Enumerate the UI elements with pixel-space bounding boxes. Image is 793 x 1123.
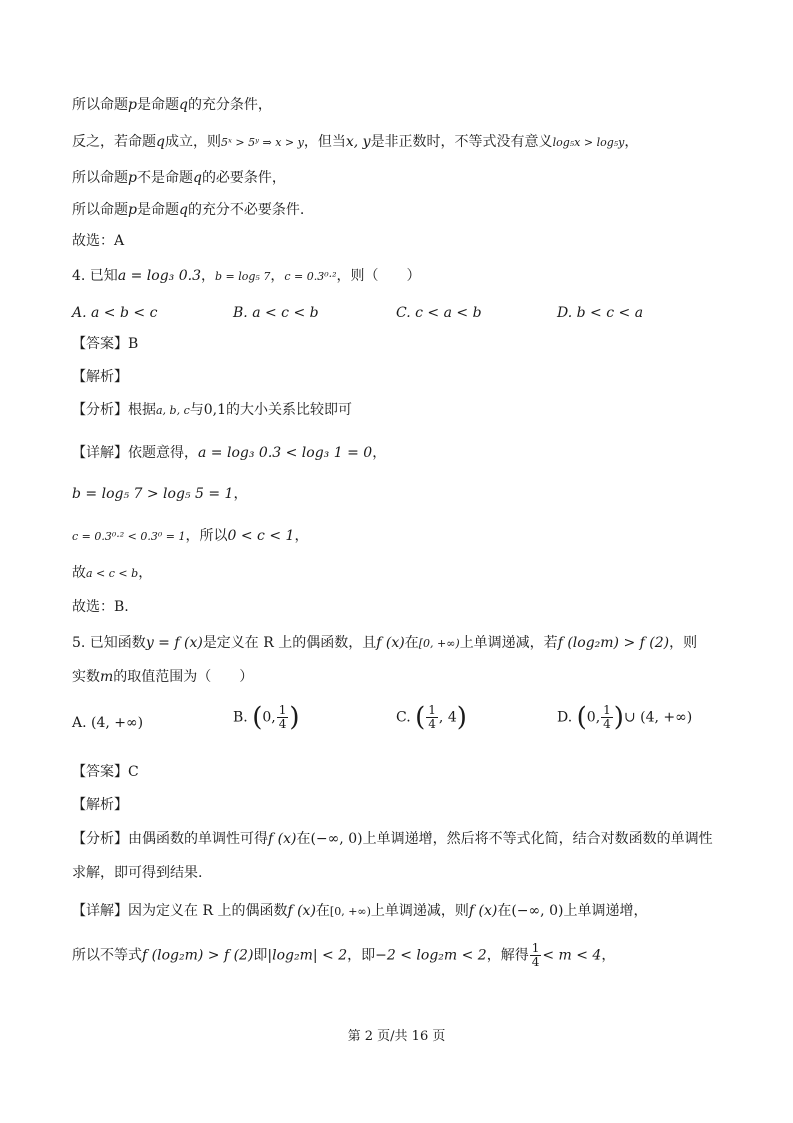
- page-footer: 第 2 页/共 16 页: [347, 1029, 446, 1044]
- math: < m < 4: [542, 947, 602, 964]
- text: 所以命题: [72, 170, 128, 186]
- text: 所以命题: [72, 202, 128, 218]
- math: f (x): [376, 635, 405, 651]
- text: 是非正数时，不等式没有意义: [370, 134, 553, 150]
- text: ，: [233, 486, 248, 502]
- math: f (log₂m) > f (2): [142, 947, 254, 964]
- text: ，即: [347, 947, 376, 964]
- text: 5. 已知函数: [72, 635, 146, 651]
- math: q: [178, 97, 188, 113]
- q5-option-b: B. (0, $\frac{1}{4}$ ): [233, 702, 300, 733]
- text: 4. 已知: [72, 268, 118, 284]
- math: y = f (x): [145, 635, 203, 651]
- text: 【详解】因为定义在 R 上的偶函数: [72, 903, 288, 919]
- option-label: D.: [557, 709, 573, 726]
- math: [0, +∞): [329, 905, 371, 918]
- text: 成立，则: [164, 134, 221, 150]
- question-4: [72, 265, 421, 288]
- text: ，则（ ）: [336, 268, 421, 284]
- math: c = 0.3⁰·² < 0.3⁰ = 1: [72, 530, 186, 543]
- text: 【分析】由偶函数的单调性可得: [72, 831, 268, 847]
- q4-option-a: A. a < b < c: [72, 305, 158, 321]
- text: 的取值范围为（ ）: [113, 669, 254, 685]
- text-line: [72, 199, 304, 221]
- text: 是命题: [136, 202, 179, 218]
- text-line: [72, 167, 286, 189]
- math: [0, +∞): [418, 637, 460, 650]
- q5-analysis-line-1: [72, 828, 713, 850]
- math: 0 < c < 1: [227, 528, 295, 544]
- q4-option-d: D. b < c < a: [557, 305, 644, 321]
- option-label: A.: [72, 715, 87, 731]
- math: p: [128, 170, 137, 186]
- math: f (x): [287, 903, 316, 919]
- math: 5ˣ > 5ʸ ⇒ x > y: [220, 136, 304, 149]
- option-label: C.: [396, 709, 411, 726]
- fraction: $\frac{1}{4}$: [531, 941, 540, 969]
- q5-option-d: D. (0, $\frac{1}{4}$ )∪ (4, +∞): [557, 702, 693, 733]
- math: 0,: [262, 709, 276, 726]
- text: 的充分不必要条件.: [187, 202, 305, 218]
- math: (4, +∞): [91, 715, 144, 731]
- text: ，则: [669, 635, 698, 651]
- math: b = log₅ 7 > log₅ 5 = 1: [72, 486, 234, 502]
- text-line: [72, 131, 638, 154]
- text: 即: [253, 947, 268, 964]
- math: 0,1: [203, 402, 227, 418]
- text: 的充分条件，: [187, 97, 272, 113]
- math: q: [156, 134, 165, 150]
- text: 在: [315, 903, 330, 919]
- math: (−∞, 0): [511, 903, 564, 919]
- q4-analysis-heading: 【解析】: [72, 369, 128, 385]
- math: a < c < b: [86, 567, 139, 580]
- text: ，但当: [303, 134, 346, 150]
- text: 与: [189, 402, 204, 418]
- question-5-line-1: [72, 632, 697, 655]
- math: p: [128, 202, 137, 218]
- q5-detail-line-2: [72, 942, 615, 969]
- text: 上单调递增，: [563, 903, 648, 919]
- text: ，: [372, 445, 387, 461]
- text: 的必要条件，: [201, 170, 286, 186]
- text: 所以命题: [72, 97, 128, 113]
- math: c = 0.3⁰·²: [284, 270, 337, 283]
- math: a = log₃ 0.3: [117, 268, 201, 284]
- answer-choice-line: 故选：A: [72, 233, 125, 249]
- q4-selection: 故选：B.: [72, 599, 129, 615]
- text: 故: [72, 565, 86, 581]
- text: 在: [497, 903, 512, 919]
- math: 0,: [586, 709, 601, 726]
- text: 所以不等式: [72, 947, 142, 964]
- math: m: [100, 669, 114, 685]
- math: f (x): [268, 831, 297, 847]
- text: ，解得: [486, 947, 529, 964]
- q4-option-b: B. a < c < b: [233, 305, 319, 321]
- text: 是命题: [136, 97, 179, 113]
- math: |log₂m| < 2: [267, 947, 348, 964]
- text-line: [72, 94, 272, 116]
- math: q: [192, 170, 202, 186]
- text: ，: [270, 268, 285, 284]
- q5-option-a: [72, 712, 143, 734]
- math: , 4: [438, 709, 457, 726]
- math: f (x): [468, 903, 498, 919]
- text: 实数: [72, 669, 100, 685]
- q4-detail-line-2: [72, 483, 247, 505]
- text: ，: [138, 565, 153, 581]
- math: a = log₃ 0.3 < log₃ 1 = 0: [198, 445, 373, 461]
- math: b = log₅ 7: [215, 270, 271, 283]
- q5-analysis-heading: 【解析】: [72, 797, 128, 813]
- q4-option-c: C. c < a < b: [396, 305, 482, 321]
- text: 上单调递增，然后将不等式化简，结合对数函数的单调性: [362, 831, 713, 847]
- q4-detail-line-4: [72, 562, 152, 585]
- text: 在: [404, 635, 419, 651]
- text: 反之，若命题: [72, 134, 156, 150]
- text: ，所以: [185, 528, 228, 544]
- math: a, b, c: [156, 404, 190, 417]
- q4-detail-line-3: [72, 525, 308, 548]
- math: (−∞, 0): [310, 831, 363, 847]
- text: 上单调递减，则: [370, 903, 469, 919]
- fraction: $\frac{1}{4}$: [278, 703, 287, 731]
- q5-detail-line-1: [72, 900, 647, 923]
- question-5-line-2: [72, 666, 253, 688]
- text: 是定义在 R 上的偶函数，且: [202, 635, 377, 651]
- q5-analysis-line-2: 求解，即可得到结果.: [72, 865, 203, 881]
- text: 【分析】根据: [72, 402, 156, 418]
- text: 【详解】依题意得，: [72, 445, 198, 461]
- text: 不是命题: [136, 170, 193, 186]
- q4-answer: 【答案】B: [72, 336, 139, 352]
- math: x, y: [345, 134, 371, 150]
- q4-detail-line-1: [72, 442, 386, 464]
- q5-option-c: C. ( $\frac{1}{4}$ , 4): [396, 702, 467, 733]
- math: p: [128, 97, 137, 113]
- math: ∪ (4, +∞): [623, 709, 693, 726]
- fraction: $\frac{1}{4}$: [428, 703, 436, 731]
- text: ，: [294, 528, 309, 544]
- math: q: [178, 202, 188, 218]
- q5-answer: 【答案】C: [72, 764, 139, 780]
- text: ，: [201, 268, 215, 284]
- text: 上单调递减，若: [459, 635, 558, 651]
- text: 在: [296, 831, 311, 847]
- fraction: $\frac{1}{4}$: [603, 703, 611, 731]
- q4-analysis: [72, 399, 352, 422]
- math: −2 < log₂m < 2: [375, 947, 487, 964]
- text: 的大小关系比较即可: [226, 402, 353, 418]
- option-label: B.: [233, 709, 248, 726]
- math: f (log₂m) > f (2): [557, 635, 670, 651]
- math: log₅x > log₅y: [552, 136, 625, 149]
- text: ，: [601, 947, 616, 964]
- text: ，: [624, 134, 639, 150]
